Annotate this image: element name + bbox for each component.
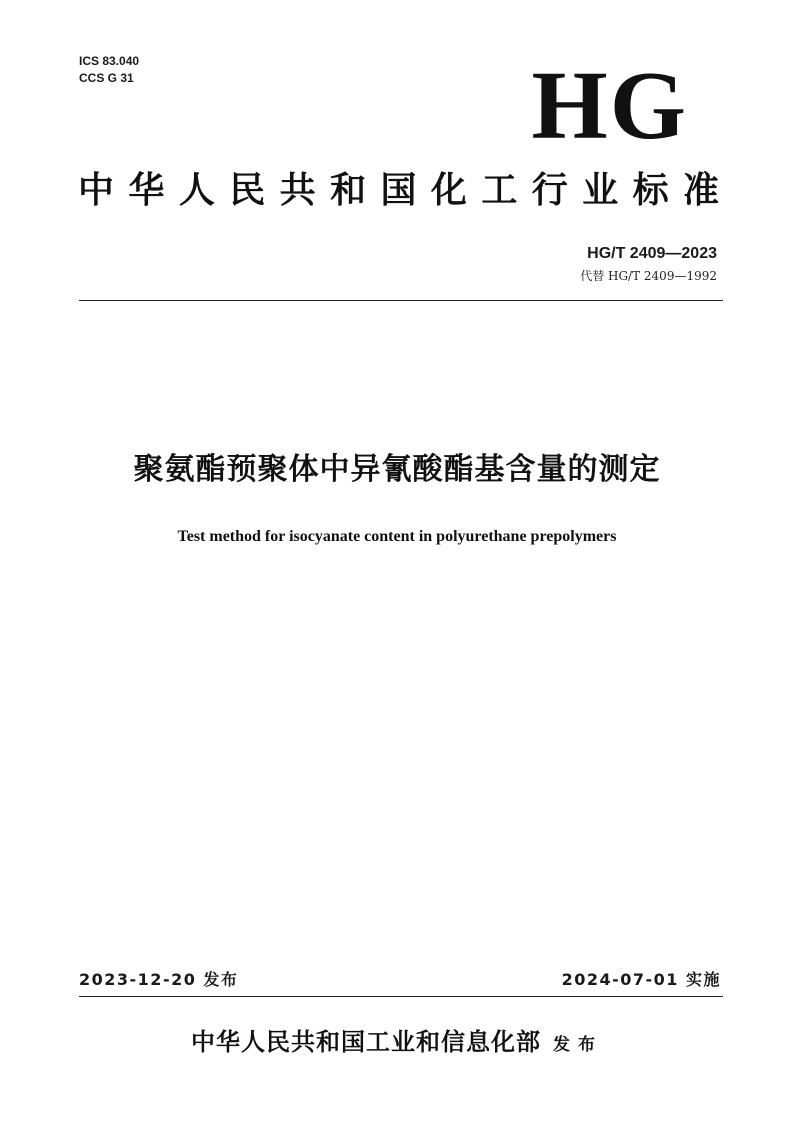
top-divider: [79, 300, 723, 301]
ccs-code: CCS G 31: [79, 71, 134, 85]
issuer-action: 发布: [553, 1035, 603, 1055]
standard-code: HG/T 2409—2023: [587, 245, 717, 262]
issue-date: 2023-12-20 发布: [79, 970, 239, 989]
document-title-en: Test method for isocyanate content in polyurethane prepolymers: [177, 528, 617, 545]
standard-mark: HG: [531, 52, 688, 160]
issuer-organization: 中华人民共和国工业和信息化部: [191, 1027, 541, 1056]
document-title-zh: 聚氨酯预聚体中异氰酸酯基含量的测定: [133, 452, 661, 487]
issuer-line: [0, 1027, 794, 1060]
ics-code: ICS 83.040: [79, 54, 140, 68]
bottom-divider: [79, 996, 723, 997]
implementation-date: 2024-07-01 实施: [561, 970, 721, 989]
replaces-code: 代替 HG/T 2409—1992: [580, 269, 717, 283]
standard-category-title: 中华人民共和国化工行业标准: [78, 169, 722, 211]
